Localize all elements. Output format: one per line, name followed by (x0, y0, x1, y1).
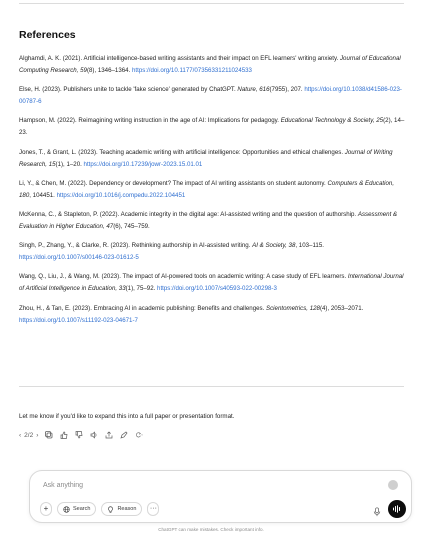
reason-button[interactable] (101, 502, 142, 516)
reference-source: Journal of Writing Research, 15 (19, 148, 393, 168)
doi-link[interactable]: https://doi.org/10.1007/s11192-023-04671-7 (19, 316, 138, 324)
reference-source: Nature, 616 (237, 86, 270, 94)
reference-text: Wang, Q., Liu, J., & Wang, M. (2023). The impact of AI-powered tools on academic writing: A case study of EFL learners. (19, 273, 348, 281)
message-composer[interactable] (29, 470, 412, 523)
reference-pages: , 103–115. (295, 242, 324, 250)
reference-item (19, 271, 407, 295)
microphone-icon[interactable] (373, 504, 381, 514)
reason-button-label: Reason (117, 506, 137, 512)
next-response-icon[interactable]: › (36, 431, 39, 439)
reference-pages: (1), 1–20. (55, 160, 84, 168)
reference-text: Hampson, M. (2022). Reimagining writing instruction in the age of AI: Implications for pedagogy. (19, 117, 281, 125)
reference-source: Assessment & Evaluation in Higher Education, 47 (19, 210, 398, 231)
reference-text: Zhou, H., & Tan, E. (2023). Embracing AI in academic publishing: Benefits and challenges. (19, 304, 267, 312)
read-aloud-icon[interactable] (90, 431, 98, 439)
more-tools-button[interactable] (147, 502, 159, 516)
pager-label: 2/2 (24, 431, 34, 439)
share-icon[interactable] (105, 431, 113, 439)
composer-tools (40, 502, 159, 516)
reference-text: Li, Y., & Chen, M. (2022). Dependency or development? The impact of AI writing assistants on student autonomy. (19, 179, 328, 187)
copy-icon[interactable] (45, 431, 53, 439)
reference-pages: (2), 14–23. (19, 117, 405, 137)
reference-text: Alghamdi, A. K. (2021). Artificial intelligence-based writing assistants and their impact on EFL learners' writing anxiety. (19, 55, 340, 62)
composer-input[interactable]: Ask anything (43, 482, 84, 489)
reference-item (19, 303, 407, 327)
reference-item (19, 147, 407, 171)
pager (19, 432, 38, 439)
plus-icon: + (43, 504, 49, 513)
voice-mode-button[interactable] (388, 500, 406, 518)
regenerate-icon[interactable] (135, 431, 143, 439)
reference-source: International Journal of Artificial Intelligence in Education, 33 (19, 273, 404, 293)
reference-source: Computers & Education, 180 (19, 179, 395, 199)
doi-link[interactable]: https://doi.org/10.1007/s40593-022-00298-3 (157, 285, 277, 293)
prev-response-icon[interactable]: ‹ (19, 431, 22, 439)
top-divider (19, 3, 404, 4)
reference-text: Jones, T., & Grant, L. (2023). Teaching academic writing with artificial intelligence: Opportunities and ethical challenges. (19, 148, 345, 156)
reference-text: Singh, P., Zhang, Y., & Clarke, R. (2023). Rethinking authorship in AI-assisted writing. (19, 242, 253, 250)
reference-source: AI & Society, 38 (252, 242, 296, 250)
reference-source: Scientometrics, 128 (266, 304, 320, 312)
doi-link[interactable]: https://doi.org/10.1016/j.compedu.2022.104451 (56, 191, 186, 199)
references-heading: References (19, 29, 76, 41)
reference-source: Educational Technology & Society, 25 (280, 117, 384, 125)
reference-pages: (4), 2053–2071. (319, 304, 364, 312)
add-attachment-button[interactable] (40, 502, 52, 516)
reference-text: McKenna, C., & Stapleton, P. (2022). Academic integrity in the digital age: AI-assisted writing and the question of authorship. (19, 210, 358, 218)
reference-pages: (8), 1346–1364. (86, 67, 133, 75)
reference-item (19, 53, 407, 77)
edit-canvas-icon[interactable] (120, 431, 128, 439)
references-list (19, 53, 407, 334)
reference-text: Else, H. (2023). Publishers unite to tackle 'fake science' generated by ChatGPT. (19, 86, 238, 94)
reference-item (19, 84, 407, 108)
lightbulb-icon (107, 506, 114, 513)
doi-link[interactable]: https://doi.org/10.1177/07356331211024533 (132, 67, 252, 75)
reference-pages: (1), 75–92. (125, 285, 158, 293)
search-button[interactable] (57, 502, 96, 516)
doi-link[interactable]: https://doi.org/10.17239/jowr-2023.15.01.01 (83, 160, 203, 168)
voice-wave-icon (392, 505, 402, 513)
closing-message: Let me know if you'd like to expand this into a full paper or presentation format. (19, 413, 235, 420)
reference-pages: (7955), 207. (269, 86, 305, 94)
assistant-avatar-icon (388, 480, 398, 490)
reference-item (19, 115, 407, 139)
reference-item (19, 178, 407, 202)
bottom-divider (19, 386, 404, 387)
disclaimer: ChatGPT can make mistakes. Check important info. (158, 527, 264, 532)
reference-item (19, 209, 407, 233)
globe-icon (63, 506, 70, 513)
thumbs-down-icon[interactable] (75, 431, 83, 439)
more-icon: ··· (149, 505, 157, 512)
reference-pages: (6), 745–759. (113, 223, 150, 231)
search-button-label: Search (73, 506, 91, 512)
reference-pages: , 104451. (29, 191, 57, 199)
thumbs-up-icon[interactable] (60, 431, 68, 439)
response-actions (19, 431, 143, 439)
doi-link[interactable]: https://doi.org/10.1007/s00146-023-01612-5 (19, 254, 139, 262)
reference-source: Journal of Educational Computing Research, 59 (19, 55, 401, 75)
doi-link[interactable]: https://doi.org/10.1038/d41586-023-00787-6 (19, 86, 402, 106)
reference-item (19, 240, 407, 264)
